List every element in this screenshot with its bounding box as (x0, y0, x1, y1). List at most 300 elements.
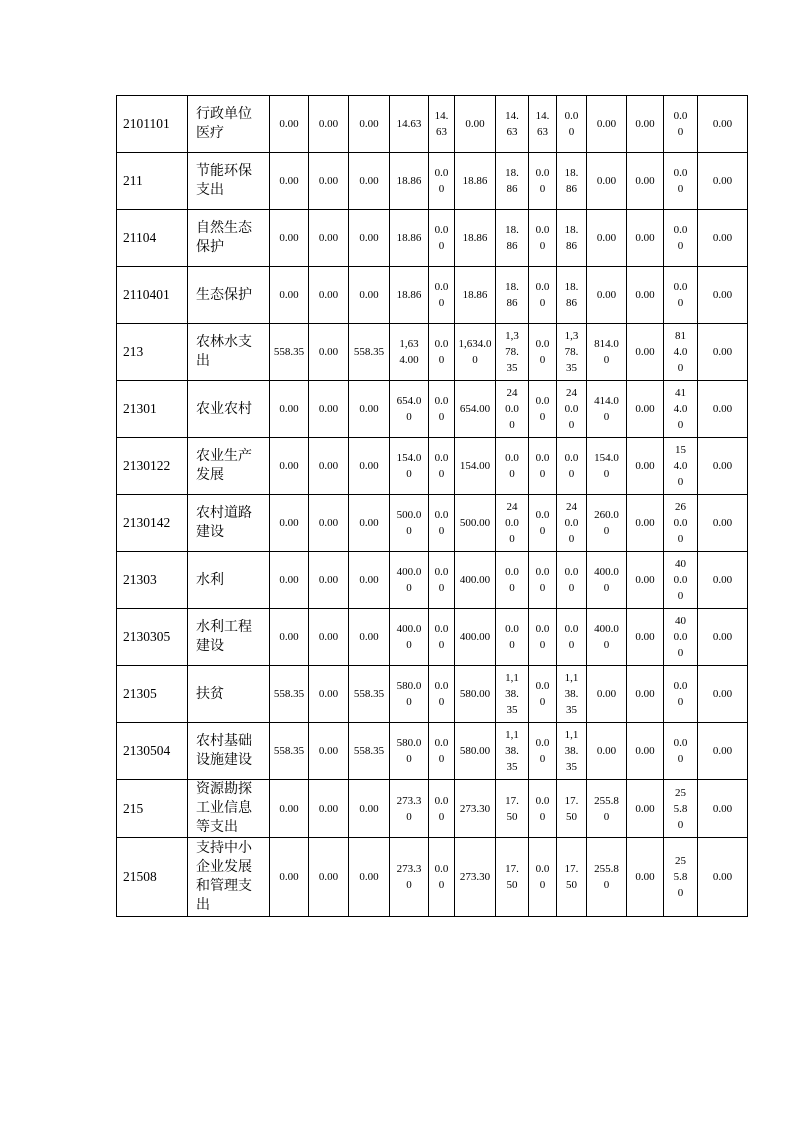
table-row (117, 381, 748, 438)
table-row (117, 96, 748, 153)
cell-value: 17.50 (564, 794, 579, 823)
value-cell (627, 666, 664, 723)
cell-value: 0.00 (434, 338, 449, 366)
cell-value: 18.86 (505, 167, 519, 195)
value-cell (664, 666, 698, 723)
cell-value: 0.00 (318, 517, 339, 529)
cell-value: 0.00 (359, 403, 379, 415)
cell-value: 400.00 (396, 566, 422, 594)
cell-value: 0.00 (712, 745, 733, 757)
value-cell (529, 723, 557, 780)
cell-value: 0.00 (673, 110, 688, 138)
value-cell (309, 495, 349, 552)
value-cell (698, 210, 748, 267)
cell-value: 0.00 (318, 871, 339, 883)
value-cell (664, 153, 698, 210)
value-cell (557, 780, 587, 838)
value-cell (557, 324, 587, 381)
value-cell (309, 381, 349, 438)
cell-value: 0.00 (673, 224, 688, 252)
cell-value: 154.00 (673, 444, 688, 488)
cell-value: 0.00 (596, 232, 617, 244)
cell-value: 18.86 (505, 281, 519, 309)
value-cell (270, 838, 309, 917)
cell-value: 0.00 (535, 623, 550, 651)
value-cell (529, 210, 557, 267)
cell-value: 0.00 (535, 395, 550, 423)
value-cell (270, 723, 309, 780)
value-cell (270, 267, 309, 324)
cell-value: 273.30 (396, 794, 422, 823)
row-name: 农村基础设施建设 (188, 723, 270, 780)
cell-value: 18.86 (462, 289, 488, 301)
value-cell (455, 780, 496, 838)
cell-value: 0.00 (318, 688, 339, 700)
value-cell (429, 552, 455, 609)
value-cell (587, 381, 627, 438)
value-cell (587, 552, 627, 609)
value-cell (349, 438, 390, 495)
value-cell (664, 324, 698, 381)
value-cell (698, 723, 748, 780)
cell-value: 260.00 (594, 509, 619, 537)
cell-value: 0.00 (673, 737, 688, 765)
value-cell (455, 153, 496, 210)
value-cell (496, 495, 529, 552)
cell-value: 273.30 (459, 871, 491, 883)
cell-value: 0.00 (596, 688, 617, 700)
cell-value: 0.00 (318, 802, 339, 815)
value-cell (587, 267, 627, 324)
value-cell (270, 495, 309, 552)
value-cell (664, 438, 698, 495)
value-cell (455, 723, 496, 780)
cell-value: 0.00 (434, 224, 449, 252)
value-cell (587, 838, 627, 917)
row-name: 农业农村 (188, 381, 270, 438)
cell-value: 580.00 (459, 688, 491, 700)
table-row (117, 666, 748, 723)
cell-value: 0.00 (635, 871, 655, 883)
cell-value: 0.00 (279, 574, 299, 586)
cell-value: 0.00 (712, 118, 733, 130)
value-cell (309, 267, 349, 324)
value-cell (455, 838, 496, 917)
value-cell (429, 267, 455, 324)
cell-value: 154.00 (594, 452, 619, 480)
cell-value: 400.00 (459, 631, 491, 643)
value-cell (587, 495, 627, 552)
cell-value: 0.00 (434, 566, 449, 594)
cell-value: 0.00 (279, 631, 299, 643)
value-cell (587, 438, 627, 495)
value-cell (309, 153, 349, 210)
cell-value: 0.00 (635, 574, 655, 586)
cell-value: 0.00 (712, 460, 733, 472)
cell-value: 1,634.00 (458, 338, 492, 366)
cell-value: 0.00 (279, 289, 299, 301)
cell-value: 0.00 (673, 680, 688, 708)
value-cell (270, 666, 309, 723)
cell-value: 0.00 (359, 517, 379, 529)
cell-value: 0.00 (318, 118, 339, 130)
cell-value: 0.00 (279, 175, 299, 187)
value-cell (390, 838, 429, 917)
value-cell (390, 438, 429, 495)
value-cell (496, 267, 529, 324)
value-cell (455, 210, 496, 267)
value-cell (587, 780, 627, 838)
cell-value: 0.00 (359, 871, 379, 883)
cell-value: 0.00 (318, 631, 339, 643)
cell-value: 0.00 (318, 745, 339, 757)
cell-value: 0.00 (318, 574, 339, 586)
row-name: 水利工程建设 (188, 609, 270, 666)
cell-value: 0.00 (564, 566, 579, 594)
value-cell (664, 552, 698, 609)
value-cell (557, 666, 587, 723)
value-cell (496, 96, 529, 153)
cell-value: 0.00 (712, 403, 733, 415)
value-cell (496, 210, 529, 267)
cell-value: 1,138.35 (564, 729, 579, 773)
table-row (117, 153, 748, 210)
value-cell (627, 780, 664, 838)
value-cell (587, 666, 627, 723)
row-name: 资源勘探工业信息等支出 (188, 780, 270, 838)
value-cell (270, 552, 309, 609)
cell-value: 0.00 (535, 338, 550, 366)
cell-value: 400.00 (673, 558, 688, 602)
value-cell (698, 267, 748, 324)
value-cell (496, 723, 529, 780)
value-cell (429, 609, 455, 666)
value-cell (390, 267, 429, 324)
cell-value: 0.00 (535, 167, 550, 195)
cell-value: 0.00 (635, 289, 655, 301)
cell-value: 0.00 (596, 289, 617, 301)
value-cell (390, 495, 429, 552)
cell-value: 0.00 (712, 802, 733, 815)
cell-value: 0.00 (635, 346, 655, 358)
cell-value: 0.00 (279, 232, 299, 244)
value-cell (455, 666, 496, 723)
cell-value: 400.00 (459, 574, 491, 586)
value-cell (529, 153, 557, 210)
cell-value: 0.00 (596, 118, 617, 130)
value-cell (627, 495, 664, 552)
value-cell (698, 153, 748, 210)
value-cell (270, 381, 309, 438)
value-cell (309, 780, 349, 838)
value-cell (455, 495, 496, 552)
cell-value: 0.00 (535, 452, 550, 480)
value-cell (309, 324, 349, 381)
cell-value: 0.00 (434, 623, 449, 651)
cell-value: 0.00 (434, 281, 449, 309)
cell-value: 273.30 (396, 863, 422, 891)
cell-value: 1,138.35 (505, 729, 519, 773)
table-row (117, 723, 748, 780)
value-cell (529, 495, 557, 552)
cell-value: 0.00 (712, 232, 733, 244)
value-cell (627, 438, 664, 495)
cell-value: 0.00 (318, 289, 339, 301)
value-cell (529, 324, 557, 381)
cell-value: 558.35 (273, 346, 305, 358)
cell-value: 0.00 (359, 289, 379, 301)
cell-value: 400.00 (594, 566, 619, 594)
cell-value: 0.00 (359, 232, 379, 244)
value-cell (455, 381, 496, 438)
value-cell (698, 838, 748, 917)
value-cell (664, 723, 698, 780)
cell-value: 0.00 (712, 871, 733, 883)
value-cell (698, 381, 748, 438)
value-cell (496, 666, 529, 723)
value-cell (270, 324, 309, 381)
value-cell (429, 324, 455, 381)
cell-value: 400.00 (594, 623, 619, 651)
value-cell (627, 552, 664, 609)
cell-value: 260.00 (673, 501, 688, 545)
value-cell (309, 96, 349, 153)
cell-value: 0.00 (712, 346, 733, 358)
value-cell (429, 723, 455, 780)
value-cell (349, 210, 390, 267)
row-code: 2130142 (117, 495, 188, 552)
cell-value: 0.00 (564, 623, 579, 651)
cell-value: 255.80 (594, 794, 619, 823)
row-name: 生态保护 (188, 267, 270, 324)
cell-value: 0.00 (673, 167, 688, 195)
table-row (117, 438, 748, 495)
cell-value: 0.00 (434, 167, 449, 195)
value-cell (664, 495, 698, 552)
cell-value: 0.00 (359, 802, 379, 815)
cell-value: 0.00 (434, 863, 449, 891)
table-row (117, 838, 748, 917)
cell-value: 0.00 (434, 680, 449, 708)
value-cell (529, 838, 557, 917)
cell-value: 0.00 (712, 517, 733, 529)
value-cell (529, 666, 557, 723)
value-cell (390, 210, 429, 267)
cell-value: 558.35 (353, 688, 385, 700)
cell-value: 14.63 (535, 110, 550, 138)
cell-value: 0.00 (279, 118, 299, 130)
value-cell (698, 609, 748, 666)
value-cell (529, 780, 557, 838)
cell-value: 0.00 (279, 403, 299, 415)
cell-value: 0.00 (505, 566, 519, 594)
value-cell (455, 324, 496, 381)
cell-value: 0.00 (712, 289, 733, 301)
value-cell (698, 324, 748, 381)
value-cell (698, 780, 748, 838)
value-cell (309, 210, 349, 267)
cell-value: 0.00 (635, 460, 655, 472)
cell-value: 0.00 (318, 232, 339, 244)
cell-value: 400.00 (673, 615, 688, 659)
cell-value: 240.00 (505, 501, 519, 545)
cell-value: 17.50 (564, 863, 579, 891)
value-cell (557, 153, 587, 210)
cell-value: 14.63 (434, 110, 449, 138)
value-cell (664, 780, 698, 838)
cell-value: 255.80 (673, 855, 688, 899)
cell-value: 0.00 (712, 688, 733, 700)
cell-value: 654.00 (396, 395, 422, 423)
cell-value: 0.00 (712, 175, 733, 187)
value-cell (664, 210, 698, 267)
table-row (117, 780, 748, 838)
value-cell (557, 381, 587, 438)
row-name: 支持中小企业发展和管理支出 (188, 838, 270, 917)
value-cell (698, 495, 748, 552)
cell-value: 0.00 (434, 509, 449, 537)
value-cell (557, 267, 587, 324)
value-cell (529, 609, 557, 666)
cell-value: 0.00 (596, 745, 617, 757)
cell-value: 0.00 (359, 460, 379, 472)
cell-value: 18.86 (462, 232, 488, 244)
cell-value: 14.63 (396, 118, 422, 130)
value-cell (529, 96, 557, 153)
value-cell (627, 723, 664, 780)
cell-value: 814.00 (594, 338, 619, 366)
value-cell (529, 381, 557, 438)
value-cell (270, 780, 309, 838)
cell-value: 240.00 (564, 501, 579, 545)
value-cell (349, 723, 390, 780)
row-code: 21303 (117, 552, 188, 609)
table-row (117, 210, 748, 267)
cell-value: 558.35 (353, 346, 385, 358)
value-cell (390, 780, 429, 838)
cell-value: 0.00 (279, 460, 299, 472)
cell-value: 0.00 (635, 175, 655, 187)
value-cell (627, 210, 664, 267)
cell-value: 654.00 (459, 403, 491, 415)
row-name: 节能环保支出 (188, 153, 270, 210)
value-cell (627, 153, 664, 210)
value-cell (349, 609, 390, 666)
cell-value: 0.00 (318, 403, 339, 415)
value-cell (496, 324, 529, 381)
value-cell (455, 609, 496, 666)
value-cell (390, 153, 429, 210)
value-cell (309, 838, 349, 917)
cell-value: 17.50 (505, 863, 519, 891)
budget-table (116, 95, 748, 917)
value-cell (270, 96, 309, 153)
cell-value: 0.00 (318, 346, 339, 358)
value-cell (429, 96, 455, 153)
value-cell (664, 96, 698, 153)
cell-value: 0.00 (535, 737, 550, 765)
value-cell (664, 838, 698, 917)
value-cell (627, 838, 664, 917)
value-cell (529, 438, 557, 495)
cell-value: 0.00 (635, 232, 655, 244)
value-cell (270, 210, 309, 267)
cell-value: 0.00 (279, 871, 299, 883)
value-cell (390, 324, 429, 381)
value-cell (627, 324, 664, 381)
value-cell (455, 552, 496, 609)
cell-value: 0.00 (635, 517, 655, 529)
value-cell (270, 438, 309, 495)
cell-value: 500.00 (459, 517, 491, 529)
value-cell (557, 609, 587, 666)
value-cell (587, 96, 627, 153)
value-cell (349, 780, 390, 838)
cell-value: 0.00 (535, 863, 550, 891)
value-cell (698, 438, 748, 495)
cell-value: 0.00 (434, 395, 449, 423)
value-cell (390, 666, 429, 723)
value-cell (496, 153, 529, 210)
value-cell (309, 552, 349, 609)
value-cell (557, 96, 587, 153)
cell-value: 1,378.35 (505, 330, 519, 374)
value-cell (627, 381, 664, 438)
cell-value: 0.00 (635, 631, 655, 643)
cell-value: 580.00 (459, 745, 491, 757)
cell-value: 240.00 (564, 387, 579, 431)
cell-value: 0.00 (535, 509, 550, 537)
value-cell (529, 552, 557, 609)
cell-value: 0.00 (564, 452, 579, 480)
cell-value: 240.00 (505, 387, 519, 431)
cell-value: 814.00 (673, 330, 688, 374)
cell-value: 400.00 (396, 623, 422, 651)
row-code: 213 (117, 324, 188, 381)
value-cell (309, 438, 349, 495)
cell-value: 558.35 (353, 745, 385, 757)
cell-value: 0.00 (434, 737, 449, 765)
row-name: 扶贫 (188, 666, 270, 723)
cell-value: 500.00 (396, 509, 422, 537)
value-cell (349, 153, 390, 210)
cell-value: 0.00 (279, 517, 299, 529)
value-cell (455, 96, 496, 153)
value-cell (557, 210, 587, 267)
value-cell (390, 381, 429, 438)
value-cell (429, 438, 455, 495)
value-cell (270, 153, 309, 210)
cell-value: 18.86 (462, 175, 488, 187)
value-cell (627, 96, 664, 153)
cell-value: 0.00 (596, 175, 617, 187)
value-cell (587, 609, 627, 666)
row-code: 21301 (117, 381, 188, 438)
cell-value: 558.35 (273, 745, 305, 757)
cell-value: 255.80 (594, 863, 619, 891)
value-cell (557, 552, 587, 609)
value-cell (455, 267, 496, 324)
value-cell (557, 438, 587, 495)
value-cell (557, 723, 587, 780)
cell-value: 0.00 (359, 118, 379, 130)
cell-value: 0.00 (279, 802, 299, 815)
row-code: 2130122 (117, 438, 188, 495)
row-code: 211 (117, 153, 188, 210)
cell-value: 0.00 (673, 281, 688, 309)
row-code: 2130504 (117, 723, 188, 780)
value-cell (429, 495, 455, 552)
